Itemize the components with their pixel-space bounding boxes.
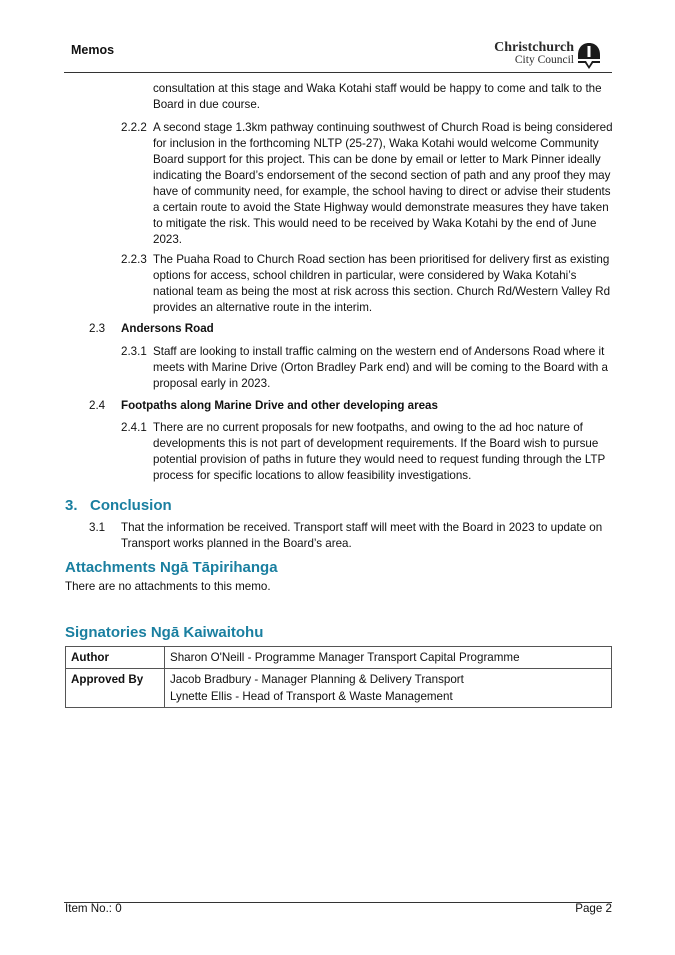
signatory-name: Sharon O'Neill - Programme Manager Transport Capital Programme [170, 651, 520, 664]
section-title-conclusion: Conclusion [90, 497, 172, 514]
cathedral-emblem-icon [576, 41, 602, 69]
paragraph-number-2-4-1: 2.4.1 [121, 421, 147, 434]
signatory-value [165, 669, 612, 708]
paragraph-3-1: That the information be received. Transport staff will meet with the Board in 2023 to update on Transport works planned in the Board’s area. [121, 521, 603, 550]
footer-item-number: Item No.: 0 [65, 902, 122, 915]
section-heading-footpaths: Footpaths along Marine Drive and other developing areas [121, 399, 438, 412]
signatory-role-label: Approved By [66, 669, 165, 708]
table-row [66, 647, 612, 669]
section-number-2-4: 2.4 [89, 399, 106, 412]
signatory-name: Jacob Bradbury - Manager Planning & Delivery Transport [170, 673, 464, 686]
paragraph-2-2-3: The Puaha Road to Church Road section has been prioritised for delivery first as existing options for access, school children in particular, were considered by Waka Kotahi’s national team as being the most at risk across this section. Church Rd/Western Valley Rd provides an alternative route in the interim. [153, 253, 611, 314]
signatory-name: Lynette Ellis - Head of Transport & Waste Management [170, 690, 453, 703]
section-number-3: 3. [65, 497, 78, 514]
section-number-2-3: 2.3 [89, 322, 106, 335]
attachments-text: There are no attachments to this memo. [65, 580, 271, 593]
paragraph-number-2-2-2: 2.2.2 [121, 121, 147, 134]
page-header-title: Memos [71, 43, 115, 57]
paragraph-number-3-1: 3.1 [89, 521, 106, 534]
paragraph-number-2-2-3: 2.2.3 [121, 253, 147, 266]
paragraph-2-3-1: Staff are looking to install traffic calming on the western end of Andersons Road where it meets with Marine Drive (Orton Bradley Park end) and will be coming to the Board with a proposal early in 2023. [153, 345, 608, 390]
signatory-value [165, 647, 612, 669]
signatory-role-label: Author [66, 647, 165, 669]
logo-line2: City Council [514, 54, 574, 66]
council-logo [494, 40, 602, 70]
footer-page-number: Page 2 [575, 902, 612, 915]
table-row [66, 669, 612, 708]
attachments-heading: Attachments Ngā Tāpirihanga [65, 559, 278, 576]
section-heading-andersons-road: Andersons Road [121, 322, 214, 335]
paragraph-2-4-1: There are no current proposals for new footpaths, and owing to the ad hoc nature of developments this is not part of development requirements. If the Board wish to pursue potential provision of paths in future they would need to request funding through the LTP process for specific locations to allow feasibility investigations. [153, 421, 606, 482]
paragraph-2-2-2: A second stage 1.3km pathway continuing southwest of Church Road is being considered for inclusion in the forthcoming NLTP (25-27), Waka Kotahi would welcome Community Board support for this project. This can be done by email or letter to Mark Pinner ideally indicating the Board’s endorsement of the second section of path and any proof they may have of community need, for example, the school having to direct or advise their students a certain route to avoid the State Highway would demonstrate measures they have taken to mitigate the risk. This would need to be received by Waka Kotahi by the end of June 2023. [153, 121, 613, 246]
signatories-table [65, 646, 612, 708]
signatories-heading: Signatories Ngā Kaiwaitohu [65, 624, 264, 641]
paragraph-number-2-3-1: 2.3.1 [121, 345, 147, 358]
logo-line1: Christchurch [494, 40, 574, 55]
footer-rule [64, 902, 612, 903]
continued-paragraph: consultation at this stage and Waka Kotahi staff would be happy to come and talk to the Board in due course. [153, 82, 602, 111]
section-heading-conclusion [65, 498, 265, 518]
header-rule [64, 72, 612, 73]
